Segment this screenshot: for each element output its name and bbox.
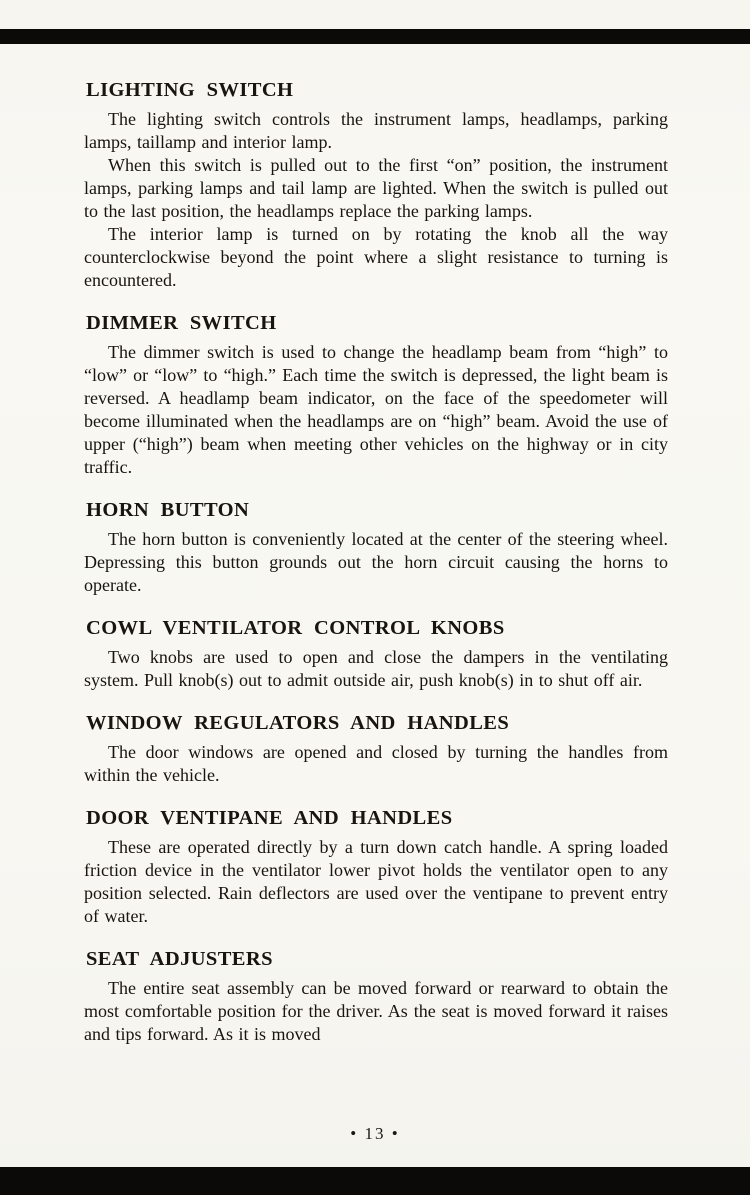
section-heading: DOOR VENTIPANE AND HANDLES [86, 807, 453, 829]
section-heading: SEAT ADJUSTERS [86, 948, 273, 970]
section-paragraph: The interior lamp is turned on by rotating the knob all the way counterclockwise beyond the point where a slight resistance to turning is encountered. [84, 224, 668, 290]
section-paragraph: When this switch is pulled out to the first “on” position, the instrument lamps, parking lamps and tail lamp are lighted. When the switch is pulled out to the last position, the headlamps replace the parking lamps. [84, 155, 668, 221]
section-paragraph: Two knobs are used to open and close the dampers in the ventilating system. Pull knob(s) out to admit outside air, push knob(s) in to shut off air. [84, 647, 668, 690]
section-paragraph: The door windows are opened and closed by turning the handles from within the vehicle. [84, 742, 668, 785]
section-heading: WINDOW REGULATORS AND HANDLES [86, 712, 510, 734]
scan-artifact-bottom-bar [0, 1167, 750, 1195]
section-heading: LIGHTING SWITCH [86, 79, 294, 101]
section-heading: COWL VENTILATOR CONTROL KNOBS [86, 617, 505, 639]
page-content [84, 78, 668, 1046]
scan-artifact-top-bar [0, 29, 750, 44]
section-paragraph: The horn button is conveniently located at the center of the steering wheel. Depressing this button grounds out the horn circuit causing the horns to operate. [84, 529, 668, 595]
section-paragraph: These are operated directly by a turn down catch handle. A spring loaded friction device in the ventilator lower pivot holds the ventilator open to any position selected. Rain deflectors are used over the ventipane to prevent entry of water. [84, 837, 668, 926]
section-paragraph: The dimmer switch is used to change the headlamp beam from “high” to “low” or “low” to “high.” Each time the switch is depressed, the light beam is reversed. A headlamp beam indicator, on the face of the speedometer will become illuminated when the headlamps are on “high” beam. Avoid the use of upper (“high”) beam when meeting other vehicles on the highway or in city traffic. [84, 342, 668, 477]
page-number: • 13 • [350, 1124, 400, 1143]
section-paragraph: The lighting switch controls the instrument lamps, headlamps, parking lamps, taillamp and interior lamp. [84, 109, 668, 152]
section-heading: DIMMER SWITCH [86, 312, 277, 334]
section-paragraph: The entire seat assembly can be moved forward or rearward to obtain the most comfortable position for the driver. As the seat is moved forward it raises and tips forward. As it is moved [84, 978, 668, 1044]
section-heading: HORN BUTTON [86, 499, 250, 521]
